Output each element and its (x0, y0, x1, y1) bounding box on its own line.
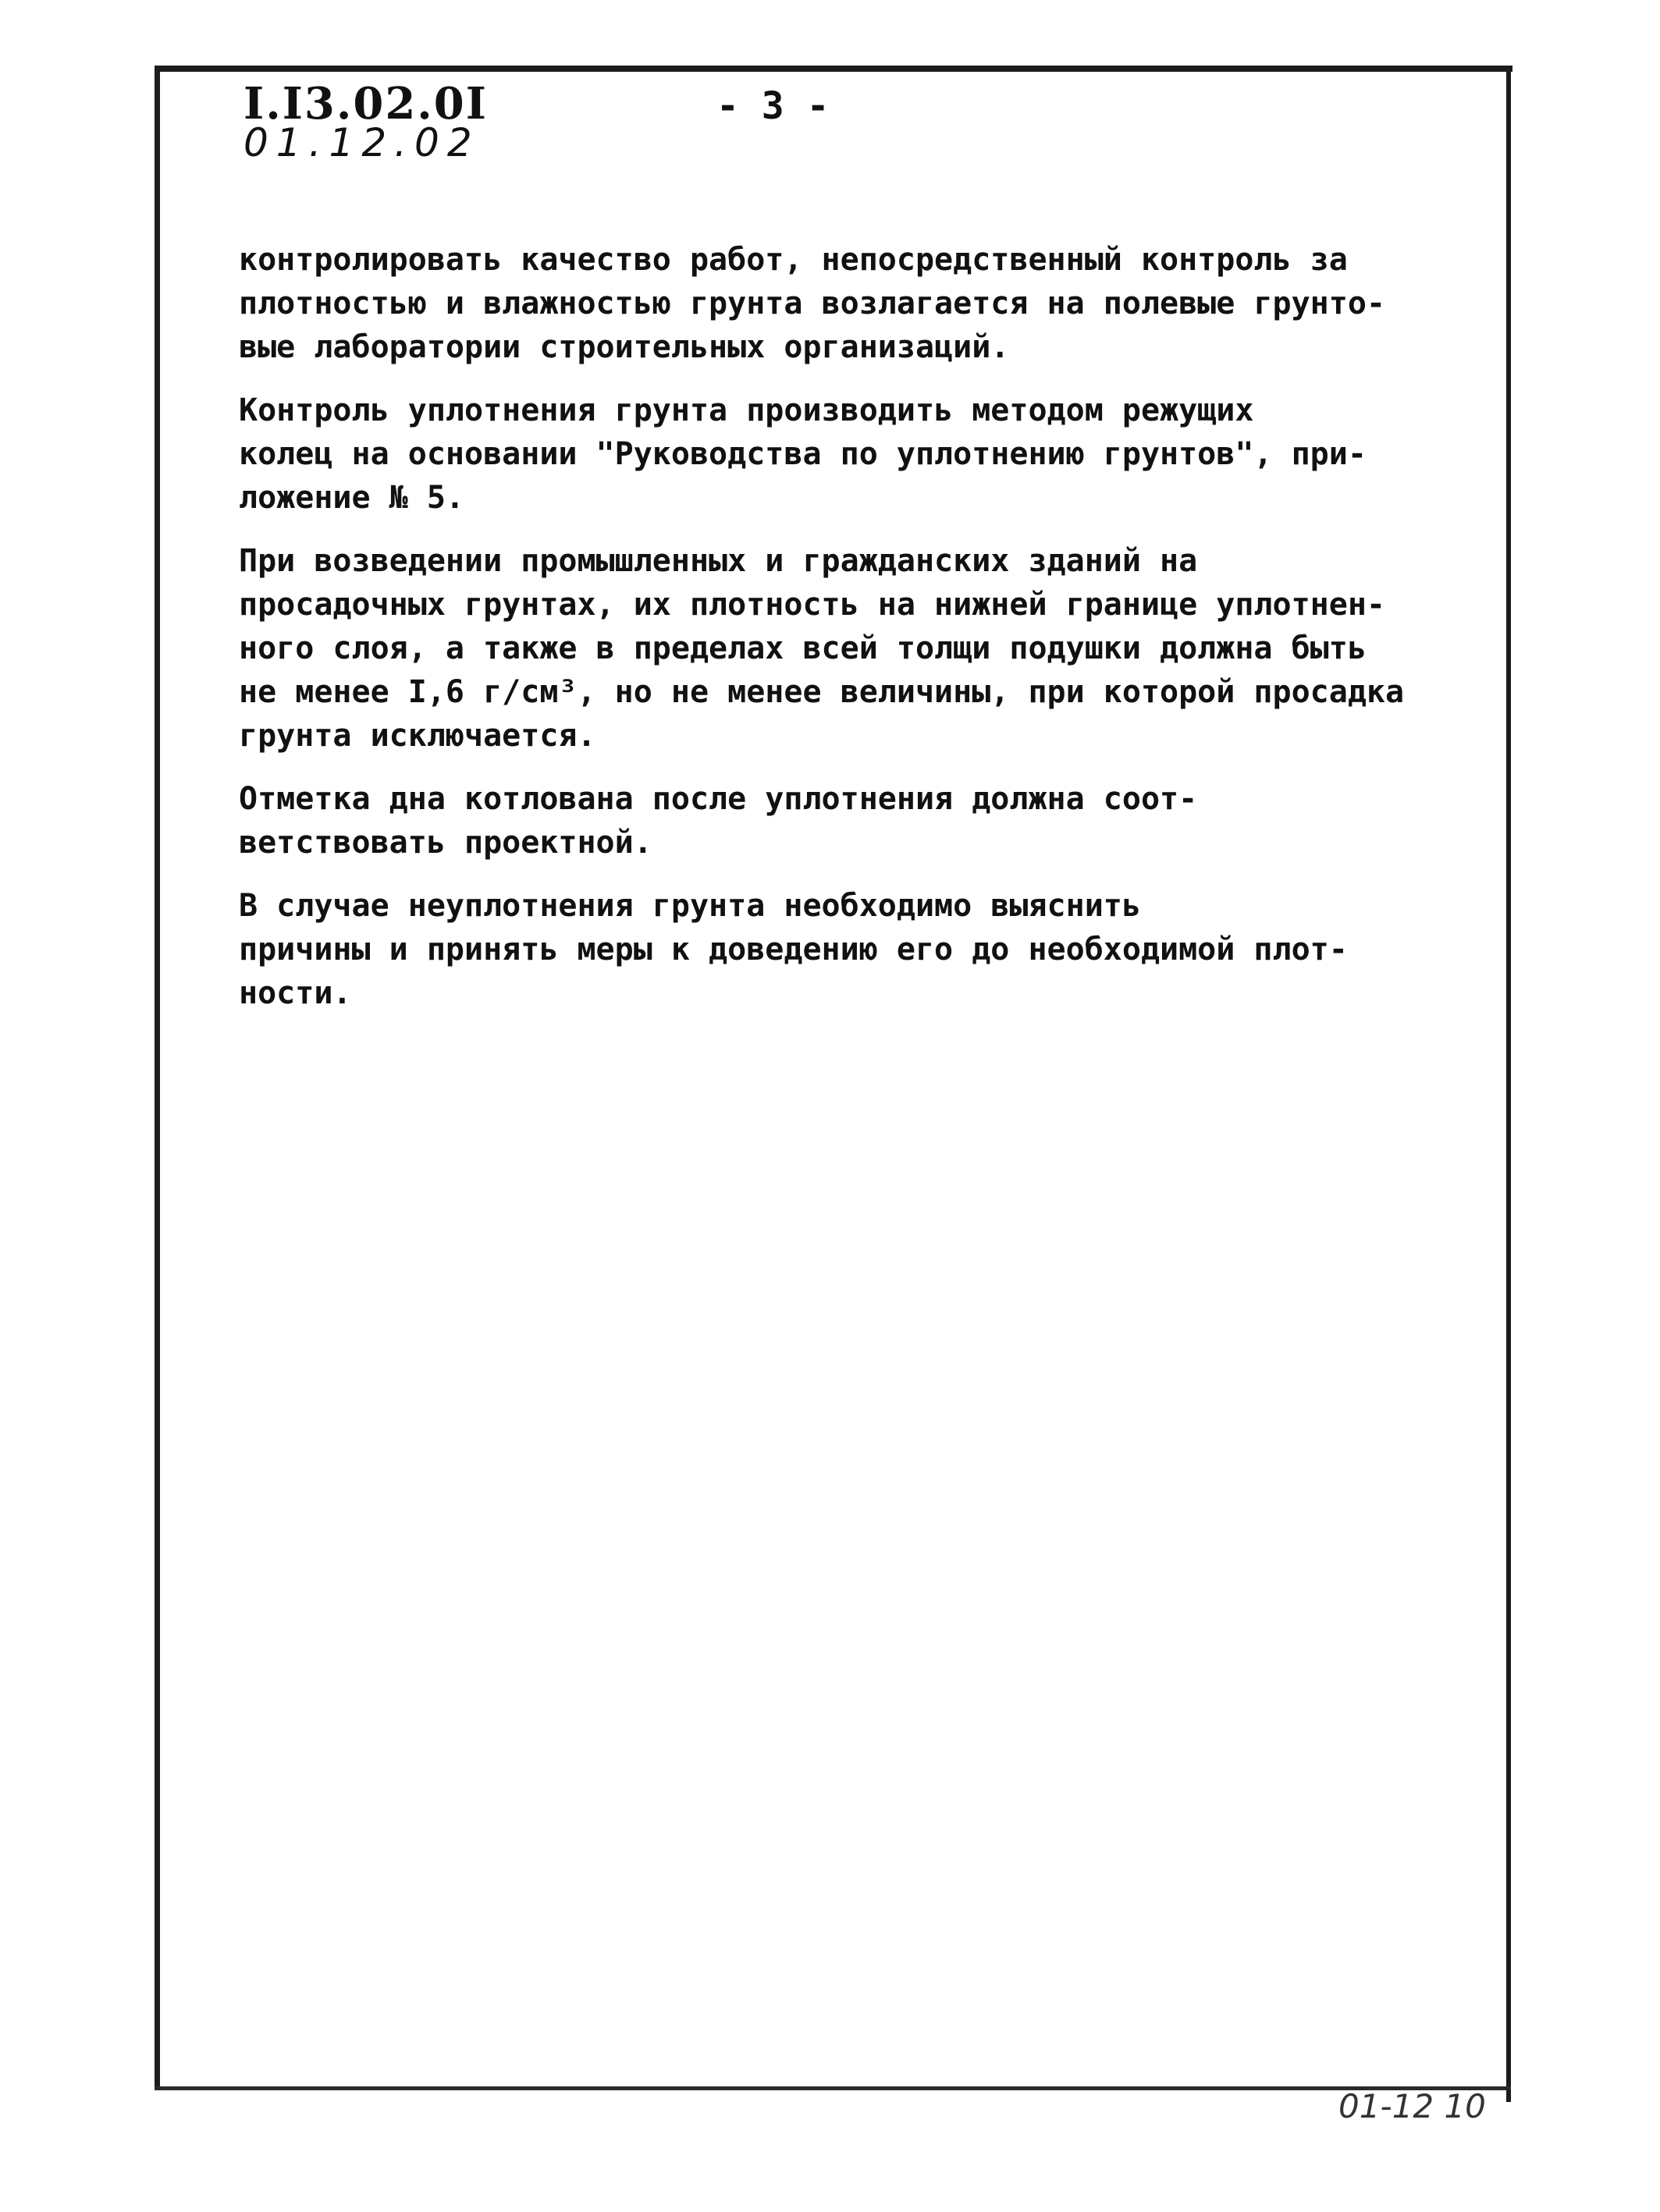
document-code: I.I3.02.0I (243, 78, 488, 130)
paragraph: При возведении промышленных и гражданских зданий на просадочных грунтах, их плотность на нижней границе уплотнен- ного слоя, а также в пределах всей толщи подушки должна быть не менее I,6 г/см³, но не менее величины, при которой просадка грунта исключается. (239, 543, 1405, 754)
paragraph: В случае неуплотнения грунта необходимо выяснить причины и принять меры к доведению его до необходимой плот- ности. (239, 888, 1348, 1011)
paragraph: Контроль уплотнения грунта производить методом режущих колец на основании "Руководства по уплотнению грунтов", при- ложение № 5. (239, 392, 1367, 516)
footer-handwritten-note: 01-12 10 (1338, 2087, 1486, 2125)
handwritten-date: 01.12.02 (243, 120, 480, 165)
paragraph: Отметка дна котлована после уплотнения должна соот- ветствовать проектной. (239, 781, 1198, 861)
page-frame-bottom (155, 2086, 1511, 2090)
page-frame-top (155, 66, 1512, 72)
page-number: - 3 - (716, 84, 830, 128)
page-frame-left (155, 66, 160, 2086)
page-frame-right (1506, 66, 1511, 2102)
paragraph: контролировать качество работ, непосредственный контроль за плотностью и влажностью грунта возлагается на полевые грунто- вые лаборатории строительных организаций. (239, 242, 1386, 365)
document-body (239, 238, 1500, 1035)
